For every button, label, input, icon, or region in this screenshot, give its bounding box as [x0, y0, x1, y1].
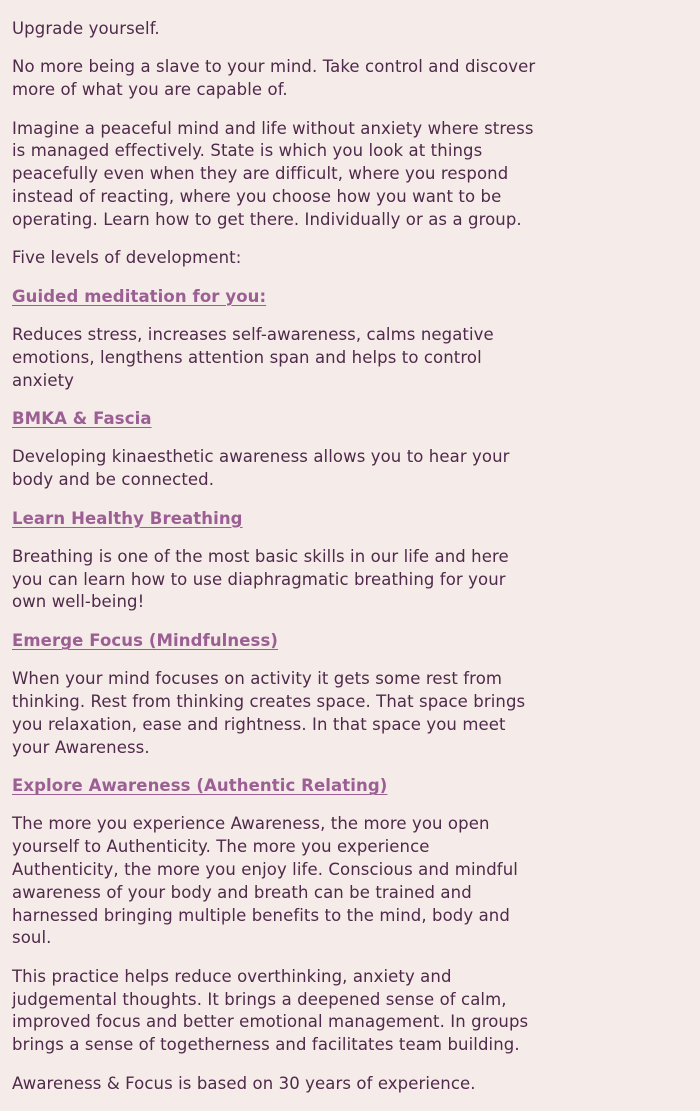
- experience-statement: Awareness & Focus is based on 30 years of experience.: [12, 1073, 476, 1093]
- intro-description: Imagine a peaceful mind and life without anxiety where stress is managed effectively. State is which you look at things peacefully even when they are difficult, where you respond instead of reacting, where you choose how you want to be operating. Learn how to get there. Individually or as a group.: [12, 118, 534, 229]
- level-2-title: [12, 408, 540, 431]
- intro-lead: No more being a slave to your mind. Take control and discover more of what you are capable of.: [12, 57, 536, 100]
- level-3-description: Breathing is one of the most basic skills in our life and here you can learn how to use diaphragmatic breathing for your own well-being!: [12, 546, 509, 612]
- level-1-title: [12, 286, 540, 309]
- bmka-fascia-link[interactable]: BMKA & Fascia: [12, 408, 152, 428]
- guided-meditation-link[interactable]: Guided meditation for you:: [12, 286, 267, 306]
- healthy-breathing-link[interactable]: Learn Healthy Breathing: [12, 508, 243, 528]
- level-4-description: When your mind focuses on activity it gets some rest from thinking. Rest from thinking creates space. That space brings you relaxation, ease and rightness. In that space you meet your Awareness.: [12, 669, 526, 757]
- explore-awareness-link[interactable]: Explore Awareness (Authentic Relating): [12, 776, 388, 796]
- practice-benefits: This practice helps reduce overthinking, anxiety and judgemental thoughts. It brings a deepened sense of calm, improved focus and better emotional management. In groups brings a sense of togetherness and facilitates team building.: [12, 966, 529, 1055]
- level-5-description: The more you experience Awareness, the more you open yourself to Authenticity. The more you experience Authenticity, the more you enjoy life. Conscious and mindful awareness of your body and breath can be trained and harnessed bringing multiple benefits to the mind, body and soul.: [12, 814, 518, 948]
- level-2-description: Developing kinaesthetic awareness allows you to hear your body and be connected.: [12, 447, 510, 490]
- page-content: [12, 18, 540, 1111]
- level-5-title: [12, 775, 540, 798]
- level-3-title: [12, 508, 540, 531]
- emerge-focus-link[interactable]: Emerge Focus (Mindfulness): [12, 630, 279, 650]
- level-1-description: Reduces stress, increases self-awareness, calms negative emotions, lengthens attention span and helps to control anxiety: [12, 324, 494, 390]
- level-4-title: [12, 630, 540, 653]
- intro-heading: Upgrade yourself.: [12, 19, 160, 38]
- levels-heading: Five levels of development:: [12, 248, 242, 268]
